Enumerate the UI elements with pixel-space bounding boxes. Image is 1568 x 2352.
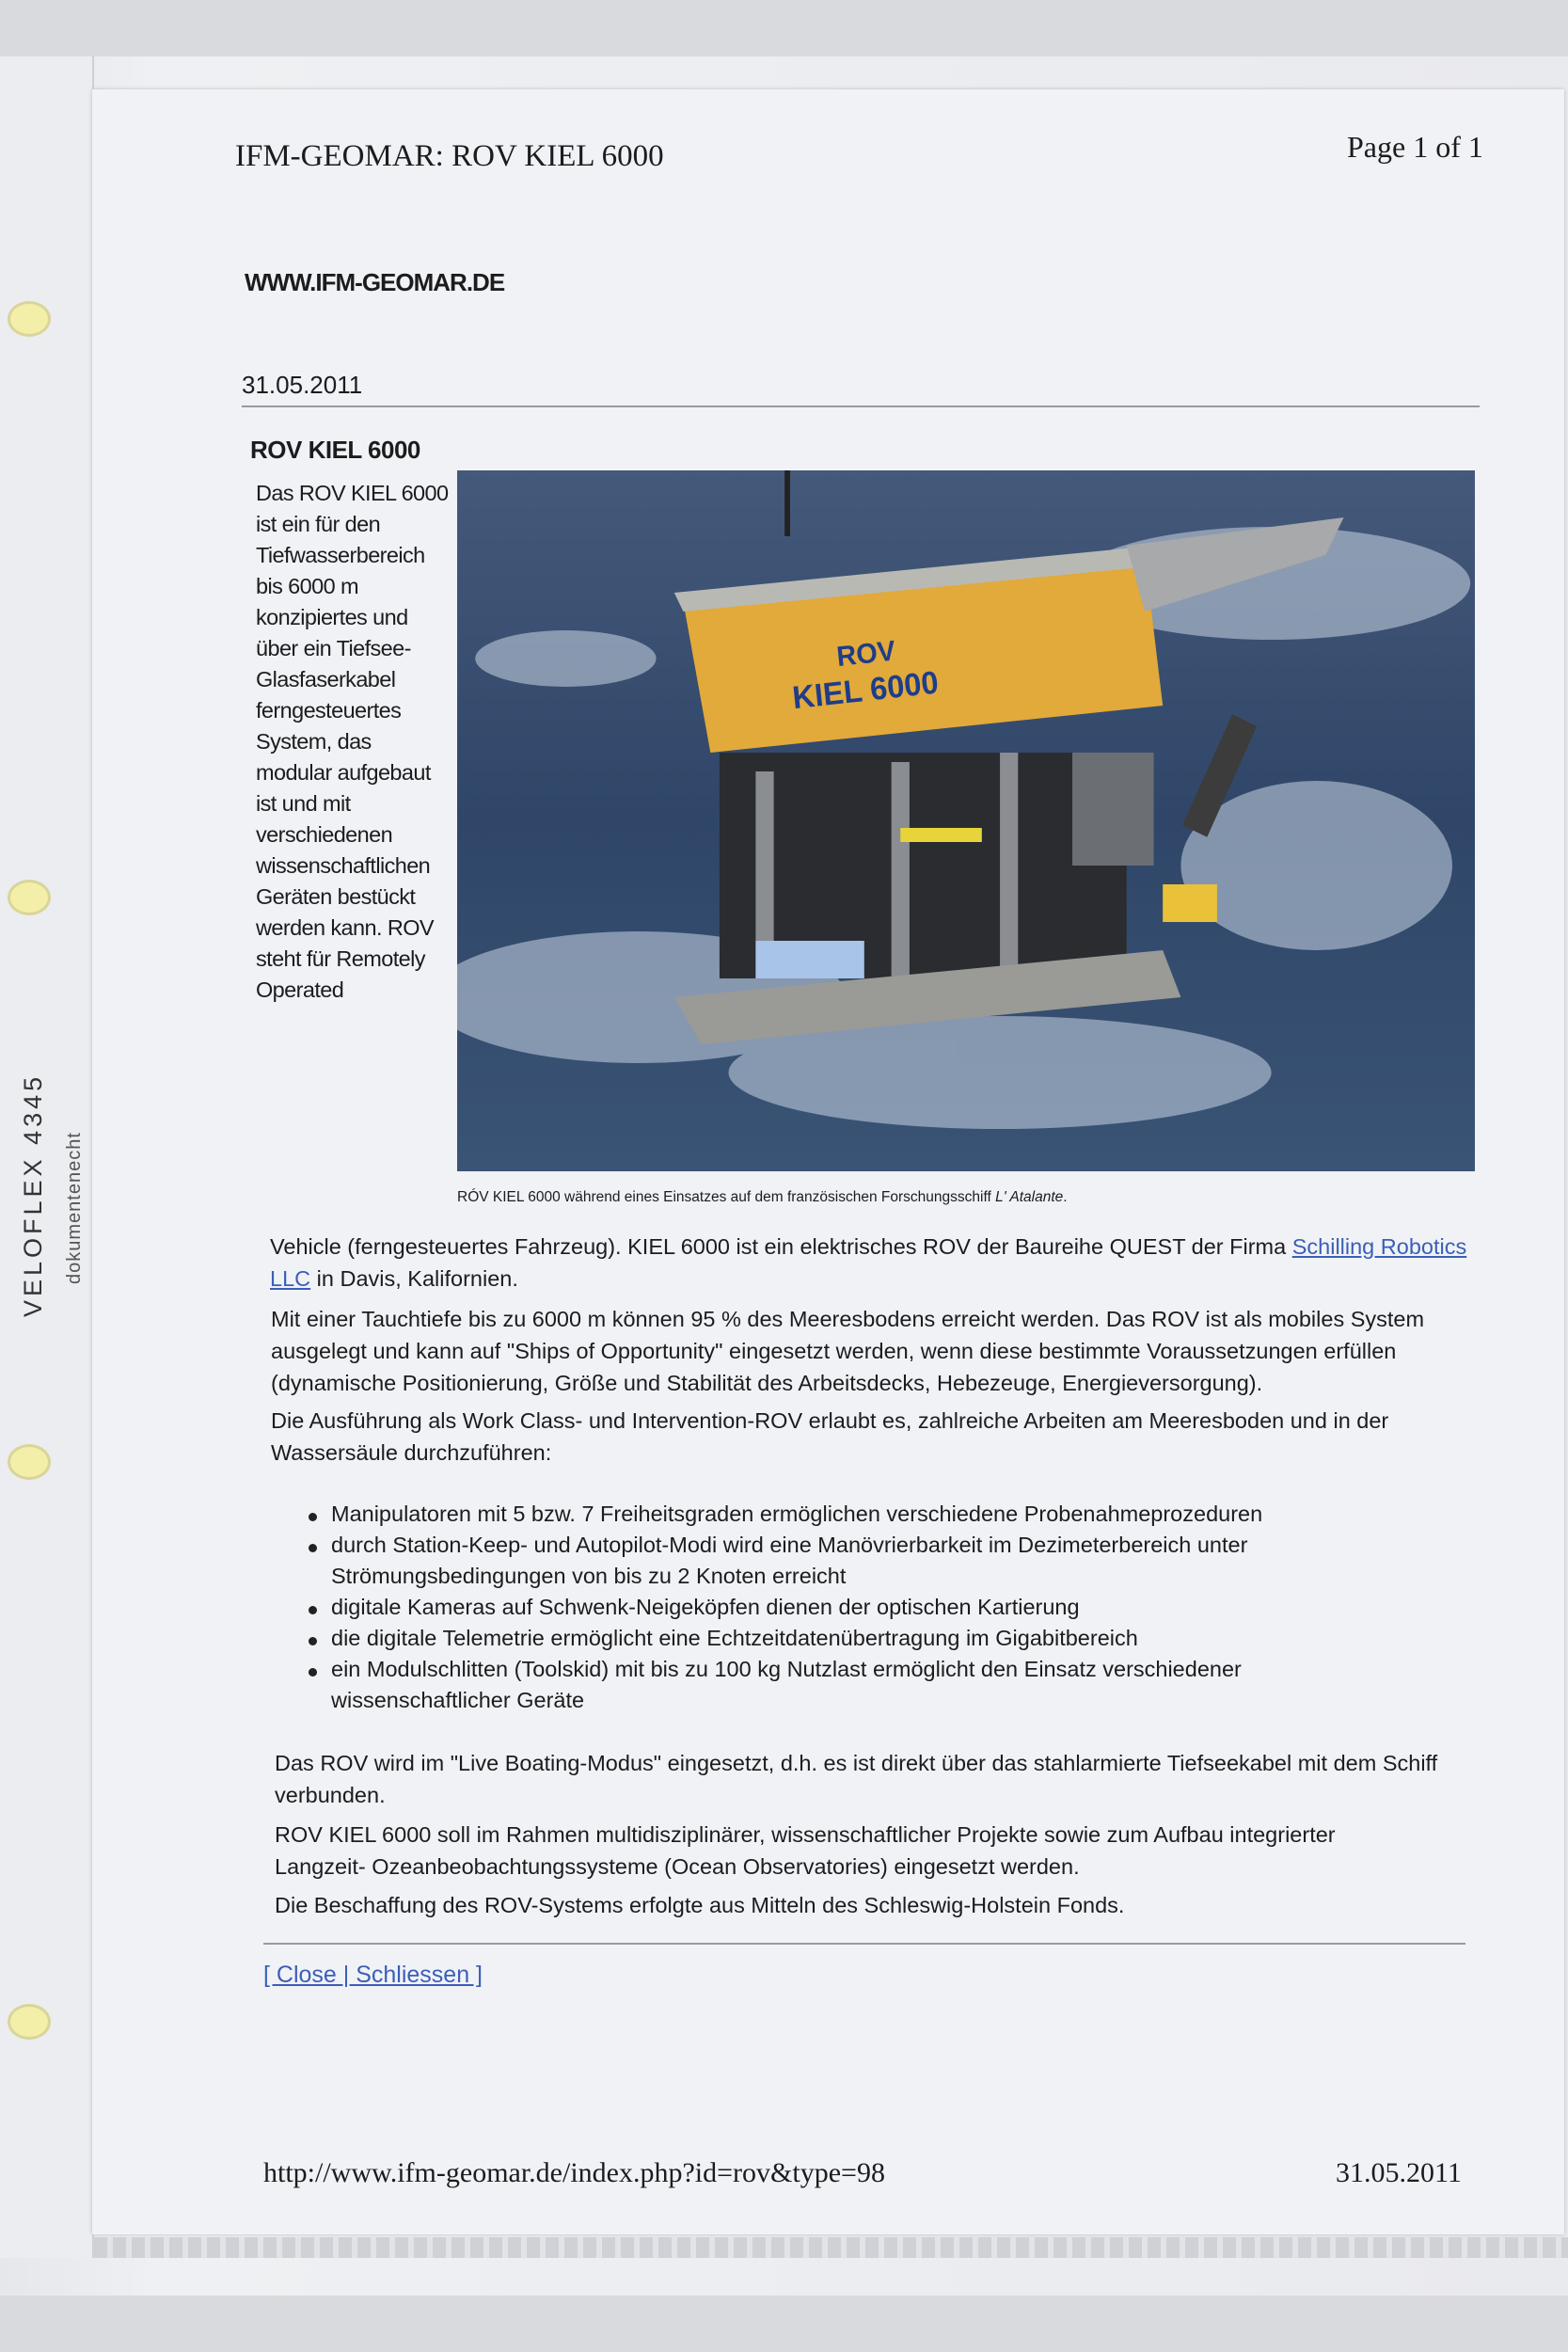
brand-subtitle: dokumentenecht: [64, 1132, 85, 1284]
intro-continued: Vehicle (ferngesteuertes Fahrzeug). KIEL 6000 ist ein elektrisches ROV der Baureihe QUEST der Firma Schilling Robotics LLC in Davis, Kalifornien.: [270, 1234, 1467, 1291]
list-item: Manipulatoren mit 5 bzw. 7 Freiheitsgraden ermöglichen verschiedene Probenahmeprozeduren: [309, 1499, 1353, 1530]
print-header-title: IFM-GEOMAR: ROV KIEL 6000: [235, 139, 664, 173]
punch-hole: [8, 880, 51, 915]
site-name: WWW.IFM-GEOMAR.DE: [245, 268, 505, 296]
list-item: ein Modulschlitten (Toolskid) mit bis zu 100 kg Nutzlast ermöglicht den Einsatz verschiedener wissenschaftlicher Geräte: [309, 1654, 1353, 1716]
list-item: digitale Kameras auf Schwenk-Neigeköpfen dienen der optischen Kartierung: [309, 1592, 1353, 1623]
sleeve-edge: [94, 2237, 1568, 2258]
close-link[interactable]: [ Close | Schliessen ]: [263, 1962, 483, 1988]
punch-hole: [8, 1444, 51, 1480]
photo-caption: RÓV KIEL 6000 während eines Einsatzes auf dem französischen Forschungsschiff L' Atalante.: [457, 1189, 1068, 1205]
article-date: 31.05.2011: [242, 371, 363, 399]
rov-photo: [457, 470, 1475, 1171]
paragraph-live-boating: Das ROV wird im "Live Boating-Modus" eingesetzt, d.h. es ist direkt über das stahlarmierte Tiefseekabel mit dem Schiff verbunden.: [275, 1751, 1438, 1807]
intro-column: Das ROV KIEL 6000 ist ein für den Tiefwasserbereich bis 6000 m konzipiertes und über ein Tiefsee-Glasfaserkabel ferngesteuertes System, das modular aufgebaut ist und mit verschiedenen wissenschaftlichen Geräten bestückt werden kann. ROV steht für Remotely Operated: [256, 481, 449, 1002]
svg-text:ROV: ROV: [834, 634, 897, 674]
paragraph-depth: Mit einer Tauchtiefe bis zu 6000 m können 95 % des Meeresbodens erreicht werden. Das ROV ist als mobiles System ausgelegt und kann auf "Ships of Opportunity" eingesetzt werden, wenn diese bestimmte Voraussetzungen erfüllen (dynamische Positionierung, Größe und Stabilität des Arbeitsdecks, Hebezeuge, Energieversorgung).: [271, 1307, 1425, 1395]
list-item: durch Station-Keep- und Autopilot-Modi wird eine Manövrierbarkeit im Dezimeterbereich unter Strömungsbedingungen von bis zu 2 Knoten erreicht: [309, 1530, 1353, 1592]
brand-label: VELOFLEX 4345: [19, 1073, 47, 1317]
punch-hole: [8, 2004, 51, 2040]
schilling-robotics-link[interactable]: Schilling Robotics LLC: [270, 1234, 1467, 1291]
print-footer-date: 31.05.2011: [1336, 2157, 1462, 2188]
page-number: Page 1 of 1: [1347, 130, 1483, 164]
paragraph-work-class: Die Ausführung als Work Class- und Intervention-ROV erlaubt es, zahlreiche Arbeiten am Meeresboden und in der Wassersäule durchzuführen:: [271, 1408, 1389, 1465]
print-footer-url: http://www.ifm-geomar.de/index.php?id=rov&type=98: [263, 2157, 885, 2188]
rov-label-art: KIEL 6000: [790, 664, 941, 717]
list-item: die digitale Telemetrie ermöglicht eine Echtzeitdatenübertragung im Gigabitbereich: [309, 1623, 1353, 1654]
article-heading: ROV KIEL 6000: [250, 436, 420, 464]
punch-hole: [8, 301, 51, 337]
feature-list: [309, 1499, 1353, 1716]
paragraph-observatories: ROV KIEL 6000 soll im Rahmen multidisziplinärer, wissenschaftlicher Projekte sowie zum Aufbau integrierter Langzeit- Ozeanbeobachtungssysteme (Ocean Observatories) eingesetzt werden.: [275, 1822, 1336, 1879]
paragraph-funding: Die Beschaffung des ROV-Systems erfolgte aus Mitteln des Schleswig-Holstein Fonds.: [275, 1893, 1125, 1917]
divider: [263, 1943, 1465, 1945]
divider: [242, 405, 1480, 407]
